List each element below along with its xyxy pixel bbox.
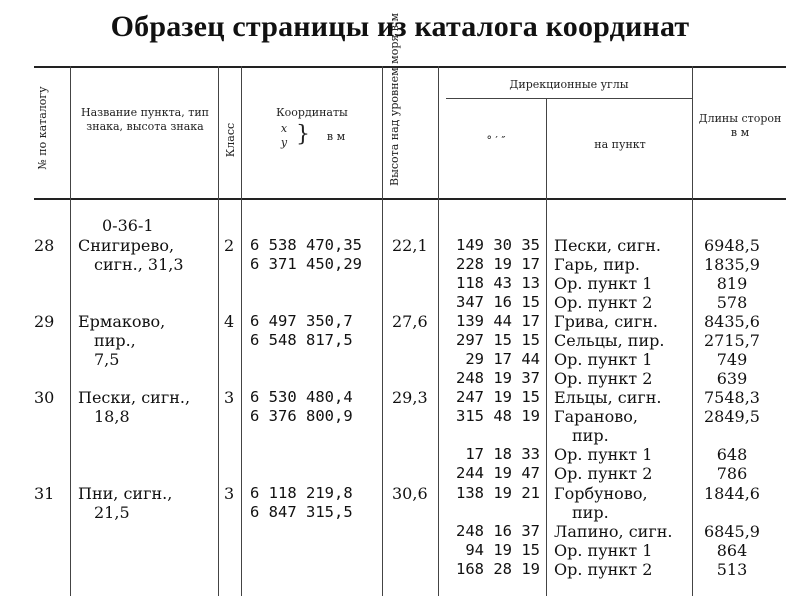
header-class: Класс — [224, 122, 237, 158]
class-value: 3 — [224, 388, 235, 407]
direction-angle: 347 16 15 — [456, 293, 540, 311]
side-length: 7548,3 — [704, 388, 760, 407]
point-name-line: Пески, сигн., — [78, 388, 191, 407]
direction-target: Ор. пункт 2 — [554, 464, 653, 483]
col-divider — [382, 66, 383, 596]
direction-angle: 149 30 35 — [456, 236, 540, 254]
header-coords-brace: } — [296, 122, 310, 147]
page-title: Образец страницы из каталога координат — [110, 10, 690, 43]
point-name-line: Ермаково, — [78, 312, 166, 331]
header-height: Высота над уровнем моря в м — [388, 12, 401, 186]
side-length: 6948,5 — [704, 236, 760, 255]
direction-target: Пески, сигн. — [554, 236, 661, 255]
catalog-number: 31 — [34, 484, 55, 503]
side-length: 864 — [716, 541, 748, 560]
catalog-number: 29 — [34, 312, 55, 331]
table-top-rule — [34, 66, 786, 68]
header-to-point: на пункт — [594, 138, 646, 151]
point-name-line: 18,8 — [94, 407, 130, 426]
header-coords-x: x — [280, 122, 288, 135]
catalog-number: 28 — [34, 236, 55, 255]
point-name-line: пир., — [94, 331, 136, 350]
catalog-number: 30 — [34, 388, 55, 407]
header-angle: ° ′ ″ — [486, 134, 506, 147]
col-divider — [70, 66, 71, 596]
header-catalog-no: № по каталогу — [36, 86, 49, 170]
direction-angle: 244 19 47 — [456, 464, 540, 482]
directions-subheader-rule — [446, 98, 692, 99]
header-coords-y: y — [280, 136, 288, 149]
coord-x: 6 530 480,4 — [250, 388, 353, 406]
col-divider — [241, 66, 242, 596]
direction-angle: 247 19 15 — [456, 388, 540, 406]
direction-angle: 228 19 17 — [456, 255, 540, 273]
direction-angle: 248 16 37 — [456, 522, 540, 540]
direction-target: Сельцы, пир. — [554, 331, 665, 350]
coord-x: 6 118 219,8 — [250, 484, 353, 502]
side-length: 578 — [716, 293, 748, 312]
direction-target: Ор. пункт 1 — [554, 541, 653, 560]
direction-target: Горбуново, — [554, 484, 648, 503]
side-length: 1844,6 — [704, 484, 760, 503]
direction-angle: 138 19 21 — [456, 484, 540, 502]
sheet-label: 0-36-1 — [102, 216, 154, 235]
direction-target: Ор. пункт 1 — [554, 445, 653, 464]
side-length: 749 — [716, 350, 748, 369]
direction-angle: 17 18 33 — [465, 445, 540, 463]
side-length: 639 — [716, 369, 748, 388]
side-length: 648 — [716, 445, 748, 464]
class-value: 2 — [224, 236, 235, 255]
direction-target: Ельцы, сигн. — [554, 388, 662, 407]
class-value: 3 — [224, 484, 235, 503]
direction-angle: 139 44 17 — [456, 312, 540, 330]
point-name-line: Снигирево, — [78, 236, 175, 255]
direction-target: Ор. пункт 1 — [554, 274, 653, 293]
point-name-line: 7,5 — [94, 350, 120, 369]
height-value: 29,3 — [392, 388, 428, 407]
header-directions: Дирекционные углы — [509, 78, 629, 91]
header-point-name: Название пункта, тип знака, высота знака — [81, 106, 209, 133]
coord-y: 6 847 315,5 — [250, 503, 353, 521]
direction-target: Лапино, сигн. — [554, 522, 673, 541]
col-divider — [692, 66, 693, 596]
side-length: 6845,9 — [704, 522, 760, 541]
height-value: 22,1 — [392, 236, 428, 255]
side-length: 8435,6 — [704, 312, 760, 331]
point-name-line: Пни, сигн., — [78, 484, 173, 503]
side-length: 2715,7 — [704, 331, 760, 350]
point-name-line: сигн., 31,3 — [94, 255, 184, 274]
coord-x: 6 497 350,7 — [250, 312, 353, 330]
direction-target: Грива, сигн. — [554, 312, 658, 331]
point-name-line: 21,5 — [94, 503, 130, 522]
direction-target: пир. — [572, 503, 609, 522]
direction-angle: 118 43 13 — [456, 274, 540, 292]
side-length: 513 — [716, 560, 748, 579]
coord-y: 6 371 450,29 — [250, 255, 362, 273]
header-bottom-rule — [34, 198, 786, 200]
header-coords-unit: в м — [326, 130, 346, 143]
side-length: 2849,5 — [704, 407, 760, 426]
direction-angle: 94 19 15 — [465, 541, 540, 559]
height-value: 27,6 — [392, 312, 428, 331]
direction-angle: 248 19 37 — [456, 369, 540, 387]
header-lengths: Длины сторон в м — [698, 112, 782, 139]
direction-angle: 29 17 44 — [465, 350, 540, 368]
direction-target: Гарь, пир. — [554, 255, 640, 274]
side-length: 786 — [716, 464, 748, 483]
direction-target: Ор. пункт 2 — [554, 369, 653, 388]
direction-target: Гараново, — [554, 407, 638, 426]
col-divider — [438, 66, 439, 596]
direction-target: Ор. пункт 1 — [554, 350, 653, 369]
direction-target: пир. — [572, 426, 609, 445]
direction-target: Ор. пункт 2 — [554, 560, 653, 579]
header-coords: Координаты — [276, 106, 348, 119]
col-divider — [546, 98, 547, 596]
col-divider — [218, 66, 219, 596]
direction-angle: 168 28 19 — [456, 560, 540, 578]
direction-angle: 297 15 15 — [456, 331, 540, 349]
coord-x: 6 538 470,35 — [250, 236, 362, 254]
direction-target: Ор. пункт 2 — [554, 293, 653, 312]
class-value: 4 — [224, 312, 235, 331]
height-value: 30,6 — [392, 484, 428, 503]
side-length: 1835,9 — [704, 255, 760, 274]
direction-angle: 315 48 19 — [456, 407, 540, 425]
coord-y: 6 548 817,5 — [250, 331, 353, 349]
coord-y: 6 376 800,9 — [250, 407, 353, 425]
side-length: 819 — [716, 274, 748, 293]
